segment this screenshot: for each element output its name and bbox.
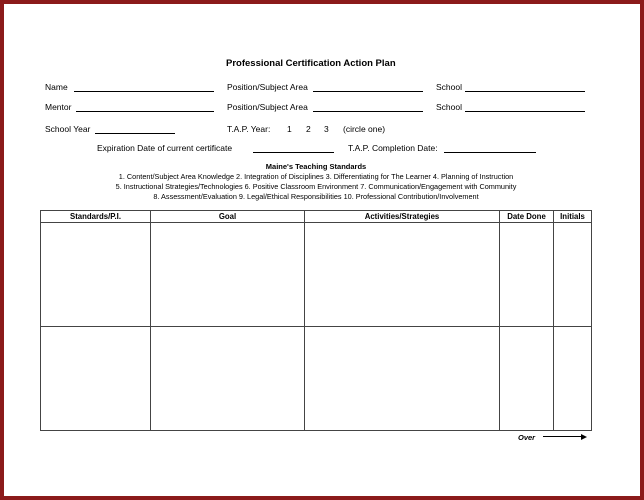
tap-completion-date-label: T.A.P. Completion Date: [348,143,438,153]
over-label: Over [518,433,536,442]
table-row [41,223,592,327]
position-subject-area-field-2[interactable] [313,111,423,112]
expiration-date-field[interactable] [253,152,334,153]
position-subject-area-label: Position/Subject Area [227,82,308,92]
tap-completion-date-field[interactable] [444,152,536,153]
page-title: Professional Certification Action Plan [226,58,396,69]
school-field[interactable] [465,91,585,92]
arrow-right-icon [581,434,587,440]
position-subject-area-field[interactable] [313,91,423,92]
header-date-done: Date Done [500,211,554,223]
standards-line-1: 1. Content/Subject Area Knowledge 2. Integration of Disciplines 3. Differentiating for The Learner 4. Planning of Instruction [118,172,514,181]
action-plan-table [40,210,592,431]
header-initials: Initials [554,211,592,223]
cell-date-done[interactable] [500,223,554,327]
cell-activities[interactable] [305,327,500,431]
tap-year-option-2[interactable]: 2 [306,124,311,134]
mentor-label: Mentor [45,102,72,112]
cell-date-done[interactable] [500,327,554,431]
cell-initials[interactable] [554,327,592,431]
cell-standards[interactable] [41,327,151,431]
school-field-2[interactable] [465,111,585,112]
name-label: Name [45,82,68,92]
school-label: School [436,82,462,92]
school-label-2: School [436,102,462,112]
position-subject-area-label-2: Position/Subject Area [227,102,308,112]
table-header-row [41,211,592,223]
cell-goal[interactable] [151,223,305,327]
cell-standards[interactable] [41,223,151,327]
school-year-field[interactable] [95,133,175,134]
school-year-label: School Year [45,124,91,134]
cell-activities[interactable] [305,223,500,327]
expiration-date-label: Expiration Date of current certificate [97,143,233,153]
standards-heading: Maine's Teaching Standards [265,162,367,171]
tap-year-option-3[interactable]: 3 [324,124,329,134]
header-standards-pi: Standards/P.I. [41,211,151,223]
cell-initials[interactable] [554,223,592,327]
tap-year-option-1[interactable]: 1 [287,124,292,134]
name-field[interactable] [74,91,214,92]
cell-goal[interactable] [151,327,305,431]
over-arrow-icon [543,436,581,437]
header-activities-strategies: Activities/Strategies [305,211,500,223]
standards-line-3: 8. Assessment/Evaluation 9. Legal/Ethical Responsibilities 10. Professional Contribution/Involvement [153,192,479,201]
header-goal: Goal [151,211,305,223]
table-row [41,327,592,431]
standards-line-2: 5. Instructional Strategies/Technologies 6. Positive Classroom Environment 7. Communication/Engagement with Community [115,182,517,191]
tap-year-label: T.A.P. Year: [227,124,271,134]
mentor-field[interactable] [76,111,214,112]
circle-one-note: (circle one) [343,124,386,134]
